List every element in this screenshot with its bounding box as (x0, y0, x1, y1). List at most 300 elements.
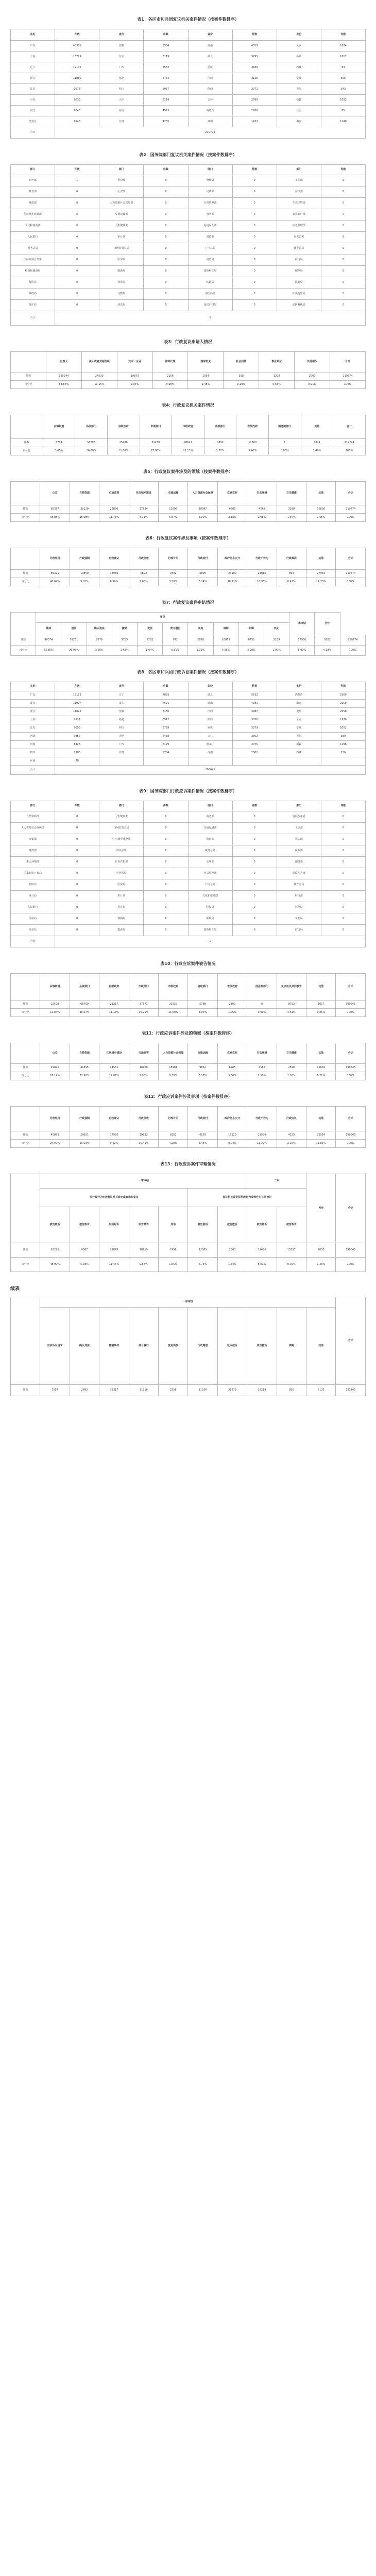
note-header-cols (11, 1308, 366, 1385)
table-cell: 195244 (46, 372, 81, 381)
t4-header-cell: 县级政府 (107, 415, 140, 439)
t9-total-row (11, 936, 366, 947)
table-cell: 四川 (11, 749, 55, 757)
table-cell: 219774 (330, 372, 366, 381)
table-cell: 0 (232, 243, 277, 255)
table-cell: 3.04% (188, 1009, 217, 1017)
table-cell: 389 (321, 733, 365, 741)
table-cell: 13112 (55, 691, 99, 700)
table-cell: 5785 (112, 635, 137, 646)
table-cell: 21932 (159, 1001, 188, 1009)
table-row (11, 708, 366, 716)
table-13-head-changed: 复议机关改变原行政行为或者作为共同被告 (188, 1189, 306, 1207)
t2-header-row (11, 165, 366, 175)
t7-header-sub-cell: 维持 (36, 623, 61, 635)
table-12-section (10, 1080, 366, 1148)
table-cell: 公安部 (11, 834, 55, 845)
table-cell: 兵团 (11, 757, 55, 766)
table-cell: 人民银行 (11, 232, 55, 243)
table-row (11, 857, 366, 868)
table-10 (10, 973, 366, 1017)
table-cell: 商务部 (188, 811, 232, 823)
table-cell: 贵州 (188, 116, 232, 127)
table-cell: 11.84% (40, 1009, 70, 1017)
t9-header-cell: 部门 (11, 801, 55, 811)
table-row (11, 243, 366, 255)
t2-header-cell: 件数 (55, 165, 99, 175)
t12-header-cell: 行政许可 (159, 1107, 188, 1131)
table-row (11, 209, 366, 221)
table-cell: 15.98% (70, 514, 99, 522)
table-cell: 广东 (11, 41, 55, 52)
table-row (11, 1009, 366, 1017)
table-row (11, 879, 366, 891)
table-5-title: 表5：行政复议案件涉及的领域（按案件数排序） (143, 469, 233, 474)
t3-header-cell: 自然人 (46, 352, 81, 372)
t10-header-cell: 省级政府 (217, 974, 247, 1001)
table-row (11, 439, 366, 447)
t1-total-value: 219774 (55, 127, 366, 139)
table-cell: 文物局 (99, 289, 144, 300)
table-cell: 4359 (232, 41, 277, 52)
table-cell: 2258 (159, 1385, 188, 1396)
t2-total-row (11, 311, 366, 326)
table-cell: 湖北 (188, 52, 232, 62)
t6-header-cell: 行政强制 (70, 548, 99, 570)
table-cell: 78 (55, 757, 99, 766)
table-cell (144, 757, 188, 766)
t8-header-cell: 省份 (99, 682, 144, 691)
table-cell: 0 (232, 879, 277, 891)
table-row (11, 733, 366, 741)
table-cell: 2380 (217, 1001, 247, 1009)
table-cell: 12.73% (306, 578, 336, 586)
table-cell: 28651 (70, 1131, 99, 1140)
note-header-cell: 确认违法 (70, 1308, 99, 1385)
t11-header-cell: 人力资源社会保障 (159, 1043, 188, 1064)
table-cell: 0 (55, 834, 99, 845)
table-row (11, 741, 366, 749)
table-row (11, 116, 366, 127)
note-header-cell: 变更判决 (159, 1308, 188, 1385)
t12-header-row (11, 1107, 366, 1131)
table-cell: 10.51% (217, 578, 247, 586)
table-cell: 0.41% (277, 578, 306, 586)
table-cell: 3128 (232, 73, 277, 84)
t4-header-cell: 合计 (333, 415, 366, 439)
table-cell: 17956 (99, 1131, 129, 1140)
t11-header-cell: 卫生健康 (277, 1043, 306, 1064)
table-cell: 0 (55, 891, 99, 902)
table-cell: 6985 (217, 505, 247, 514)
table-cell: 8426 (55, 741, 99, 749)
t7-header-sub-cell: 撤销 (112, 623, 137, 635)
table-cell: 住房城乡建设部 (99, 834, 144, 845)
table-cell: 31872 (217, 1385, 247, 1396)
table-cell: 21.98% (70, 1072, 99, 1080)
table-12-title: 表12：行政应诉案件涉及事项（按案件数排序） (144, 1094, 232, 1099)
t1-total-row (11, 127, 366, 139)
table-cell: 18960 (129, 1064, 158, 1072)
table-cell: 0 (232, 834, 277, 845)
table-cell: 天津 (99, 733, 144, 741)
table-7-header-main (11, 613, 366, 623)
note-table (10, 1297, 366, 1396)
table-cell: 湖南 (188, 700, 232, 708)
table-row (11, 381, 366, 389)
table-cell: 27.86% (140, 447, 172, 455)
table-cell: 财政部 (11, 845, 55, 857)
table-2-title: 表2：国务院部门复议机关案件情况（按案件数排序） (139, 152, 237, 157)
table-cell: 13986 (99, 570, 129, 578)
note-corner (11, 1297, 40, 1385)
table-cell: 0 (55, 221, 99, 232)
t8-header-cell: 件数 (232, 682, 277, 691)
table-13-head-total: 合计 (336, 1174, 366, 1243)
t9-header-cell: 部门 (277, 801, 321, 811)
table-cell: 4.95% (213, 646, 238, 656)
t5-header-cell: 合计 (336, 482, 366, 505)
table-cell: 48627 (172, 439, 204, 447)
table-cell: 0 (144, 902, 188, 913)
table-cell: 19850 (70, 570, 99, 578)
table-cell: 21589 (247, 1131, 277, 1140)
t10-header-cell: 市级部门 (129, 974, 158, 1001)
table-cell: 9.95% (129, 1072, 158, 1080)
table-cell: 0 (144, 879, 188, 891)
table-cell: 8793 (277, 1001, 306, 1009)
t7-header-sub-cell: 和解 (238, 623, 264, 635)
t3-header-cell: 国家机关 (188, 352, 224, 372)
table-cell: 0 (55, 879, 99, 891)
table-cell: 住房城乡建设部 (11, 209, 55, 221)
note-section (10, 1285, 366, 1396)
table-cell: 邮政局 (188, 913, 232, 925)
table-cell: 0 (144, 857, 188, 868)
table-cell: 2958 (159, 1243, 188, 1258)
t9-header-row (11, 801, 366, 811)
t8-total-label: 合计 (11, 766, 55, 775)
t1-total-label: 合计 (11, 127, 55, 139)
table-cell: 发展改革委 (277, 811, 321, 823)
table-cell: 辽宁 (11, 62, 55, 73)
table-cell: 0 (321, 845, 365, 857)
table-cell: 2598 (277, 1064, 306, 1072)
table-cell: 5784 (144, 749, 188, 757)
table-cell: 672 (163, 635, 188, 646)
table-cell: 2369 (321, 691, 365, 700)
table-cell: 0 (321, 198, 365, 209)
table-cell: 陕西 (188, 716, 232, 724)
table-cell: 件数 (11, 1131, 40, 1140)
table-cell: 10987 (188, 505, 217, 514)
table-cell: 0 (232, 300, 277, 311)
table-cell: 0 (55, 289, 99, 300)
table-cell: 11025 (55, 708, 99, 716)
table-cell: 百分比 (11, 1009, 40, 1017)
table-cell: 37571 (129, 1001, 158, 1009)
table-cell: 3.18% (217, 514, 247, 522)
table-cell: 4.61% (277, 1009, 306, 1017)
table-cell: 四川 (99, 724, 144, 733)
table-cell: 上海 (11, 52, 55, 62)
t8-total-value: 190645 (55, 766, 366, 775)
note-head-total: 合计 (336, 1297, 366, 1385)
table-9-title: 表9：国务院部门行政应诉案件情况（按案件数排序） (139, 789, 237, 793)
table-cell: 3892 (204, 439, 236, 447)
table-cell: 18219 (247, 1385, 277, 1396)
t2-header-cell: 部门 (188, 165, 232, 175)
table-cell: 四川 (99, 84, 144, 95)
t3-header-cell: 律师代理 (152, 352, 188, 372)
table-cell: 8579 (87, 635, 112, 646)
t6-header-cell: 行政裁决 (277, 548, 306, 570)
table-cell: 统计局 (188, 175, 232, 187)
table-cell: 9.03% (70, 578, 99, 586)
table-cell: 61230 (140, 439, 172, 447)
table-cell: 0 (144, 834, 188, 845)
table-cell: 7.65% (306, 514, 336, 522)
table-cell: 8.02% (277, 1258, 306, 1272)
table-cell: 3.05% (43, 447, 75, 455)
table-cell: 青海 (277, 84, 321, 95)
table-cell: 2630 (306, 1243, 336, 1258)
table-cell: 0 (55, 255, 99, 266)
t5-header-row (11, 482, 366, 505)
table-row (11, 289, 366, 300)
table-cell: 11.78% (99, 514, 129, 522)
note-header-cell: 驳回起诉 (217, 1308, 247, 1385)
table-cell: 11.13% (99, 1009, 129, 1017)
table-cell: 0 (232, 209, 277, 221)
table-cell: 190645 (336, 1001, 366, 1009)
table-row (11, 175, 366, 187)
table-cell: 河北 (11, 733, 55, 741)
table-cell: 交通运输部 (188, 823, 232, 834)
table-cell: 9852 (188, 1064, 217, 1072)
table-cell: 40386 (55, 41, 99, 52)
table-row (11, 913, 366, 925)
t12-header-cell (11, 1107, 40, 1131)
table-cell: 0 (321, 187, 365, 198)
table-cell: 32317 (99, 1385, 129, 1396)
table-cell: 5.17% (188, 1072, 217, 1080)
table-cell: 2000 (295, 372, 330, 381)
table-cell: 民政部 (188, 187, 232, 198)
table-cell: 27981 (306, 570, 336, 578)
table-cell: 内蒙古 (277, 691, 321, 700)
table-cell: 1976 (321, 716, 365, 724)
table-cell: 15320 (217, 1131, 247, 1140)
table-cell: 0 (55, 243, 99, 255)
table-cell: 财政部 (11, 198, 55, 209)
table-cell: 1.36% (277, 1072, 306, 1080)
table-cell: 0 (144, 823, 188, 834)
table-cell: 9.56% (129, 1258, 158, 1272)
table-cell: 国际发展合作署 (11, 255, 55, 266)
table-cell: 856 (277, 1385, 306, 1396)
t4-header-cell: 市级政府 (172, 415, 204, 439)
table-cell: 11880 (55, 73, 99, 84)
table-row (11, 700, 366, 708)
t11-header-cell: 其他 (306, 1043, 336, 1064)
table-cell: 浙江 (11, 708, 55, 716)
table-cell: 68769 (70, 1001, 99, 1009)
table-cell: 0 (232, 175, 277, 187)
table-12 (10, 1106, 366, 1148)
table-cell: 件数 (11, 439, 43, 447)
table-cell: 文物局 (277, 913, 321, 925)
t3-header-cell: 其他组织 (295, 352, 330, 372)
t13-header-l3-cell: 驳回起诉 (99, 1207, 129, 1243)
table-cell: 8.38% (159, 1072, 188, 1080)
t11-header-cell: 合计 (336, 1043, 366, 1064)
t5-header-cell: 住房城乡建设 (129, 482, 158, 505)
t11-header-cell: 交通运输 (188, 1043, 217, 1064)
table-cell: 海南 (188, 749, 232, 757)
table-cell: 0 (232, 868, 277, 879)
t3-header-cell: 合计 (330, 352, 366, 372)
table-cell: 人民银行 (11, 902, 55, 913)
note-header-cell: 驳回诉讼请求 (40, 1308, 70, 1385)
table-row (11, 1064, 366, 1072)
table-cell: 医保局 (99, 879, 144, 891)
table-row (11, 716, 366, 724)
table-cell: 2189 (264, 635, 289, 646)
table-cell: 国家知识产权局 (11, 868, 55, 879)
table-cell: 65 (321, 106, 365, 116)
table-cell: 0 (321, 175, 365, 187)
note-header-cell: 其他 (306, 1308, 336, 1385)
table-cell: 药监局 (99, 300, 144, 311)
table-cell: 卫生健康委 (99, 221, 144, 232)
table-13-title: 表13：行政应诉案件审理情况 (160, 1162, 216, 1166)
table-cell: 11456 (247, 1243, 277, 1258)
table-13-head-first: 一审审结 (40, 1174, 247, 1189)
table-cell: 3071 (301, 439, 333, 447)
table-cell (321, 757, 365, 766)
table-cell: 3.98% (238, 646, 264, 656)
table-row (11, 635, 366, 646)
table-cell: 退役军人部 (277, 868, 321, 879)
note-header-cell: 撤销判决 (99, 1308, 129, 1385)
table-10-section (10, 947, 366, 1017)
table-cell: 河南 (99, 106, 144, 116)
table-cell: 1 (55, 175, 99, 187)
table-cell: 49826 (40, 1064, 70, 1072)
table-cell: 8119 (144, 52, 188, 62)
table-row (11, 95, 366, 106)
table-cell: 100% (336, 1009, 366, 1017)
t8-header-cell: 件数 (55, 682, 99, 691)
table-cell: 2563 (217, 1243, 247, 1258)
table-6-title: 表6：行政复议案件涉及事项（按案件数排序） (145, 536, 231, 540)
table-11-title: 表11：行政应诉案件涉及的领域（按案件数排序） (142, 1031, 234, 1036)
table-cell: 4562 (247, 1064, 277, 1072)
table-cell: 11927 (55, 700, 99, 708)
table-cell: 3.56% (159, 578, 188, 586)
table-cell: 科技部 (277, 891, 321, 902)
t8-header-cell: 省份 (11, 682, 55, 691)
table-cell: 0 (55, 823, 99, 834)
table-cell: 邮政局 (11, 289, 55, 300)
t12-header-cell: 行政确认 (99, 1107, 129, 1131)
table-cell: 1.77% (204, 447, 236, 455)
table-cell: 3.46% (188, 1140, 217, 1148)
table-cell: 江苏 (11, 724, 55, 733)
table-cell: 河南 (11, 741, 55, 749)
table-cell: 国资委 (188, 232, 232, 243)
t9-total-value: 0 (55, 936, 366, 947)
table-cell: 0 (144, 221, 188, 232)
t5-header-cell: 农业农村 (217, 482, 247, 505)
table-row (11, 868, 366, 879)
table-cell: 24015 (247, 570, 277, 578)
table-cell: 4562 (247, 505, 277, 514)
t4-header-cell: 乡镇街道 (43, 415, 75, 439)
table-row (11, 570, 366, 578)
table-cell: 0 (321, 868, 365, 879)
t9-header-cell: 件数 (232, 801, 277, 811)
t1-header-cell: 件数 (55, 29, 99, 41)
t7-header-sub-cell: 确认违法 (87, 623, 112, 635)
table-cell: 26.14% (40, 1072, 70, 1080)
t6-header-cell: 行政许可 (159, 548, 188, 570)
table-cell: 24530 (81, 372, 117, 381)
table-cell: 9976 (55, 84, 99, 95)
table-cell: 1196 (321, 741, 365, 749)
table-cell: 1208 (259, 372, 295, 381)
t5-header-cell: 卫生健康 (277, 482, 306, 505)
table-cell: 0 (232, 902, 277, 913)
table-cell: 4735 (144, 116, 188, 127)
table-cell: 0 (144, 209, 188, 221)
table-cell: 1804 (321, 41, 365, 52)
table-cell: 0 (321, 266, 365, 277)
table-cell: 190645 (336, 1064, 366, 1072)
table-cell: 0 (144, 198, 188, 209)
table-row (11, 73, 366, 84)
table-cell: 安徽 (99, 41, 144, 52)
t2-header-cell: 部门 (11, 165, 55, 175)
table-cell: 100% (336, 514, 366, 522)
t1-header-cell: 件数 (232, 29, 277, 41)
t4-header-cell: 省级政府 (236, 415, 269, 439)
table-cell: 6734 (144, 73, 188, 84)
table-cell: 12956 (289, 635, 315, 646)
t12-header-cell: 其他 (306, 1107, 336, 1131)
table-cell: 7130 (144, 708, 188, 716)
t1-header-row (11, 29, 366, 41)
t2-header-cell: 部门 (277, 165, 321, 175)
table-cell: 2892 (70, 1385, 99, 1396)
table-13-head-unchanged: 原行政行为未被复议机关改变或者未经复议 (40, 1189, 188, 1207)
note-header-cell: 责令履行 (129, 1308, 158, 1385)
table-cell: 人力资源社会保障部 (11, 823, 55, 834)
table-cell: 国防科工局 (188, 925, 232, 936)
table-row (11, 300, 366, 311)
table-cell: 93225 (40, 1243, 70, 1258)
table-cell: 1.04% (138, 646, 163, 656)
table-cell: 天津 (99, 95, 144, 106)
table-cell: 0 (232, 913, 277, 925)
table-cell: 9636 (55, 95, 99, 106)
table-3-section (10, 326, 366, 389)
table-cell: 0 (321, 891, 365, 902)
table-cell: 铁路局 (99, 913, 144, 925)
table-7-head-open: 未审结 (289, 613, 315, 635)
t3-header-cell: 其中：企业 (117, 352, 152, 372)
